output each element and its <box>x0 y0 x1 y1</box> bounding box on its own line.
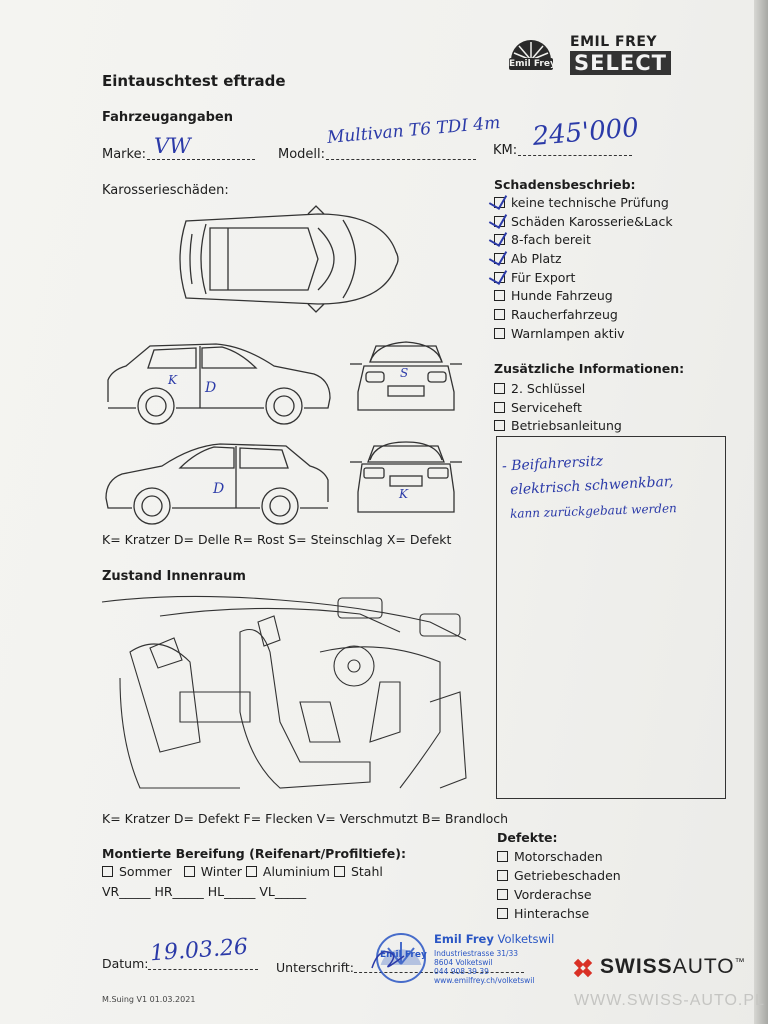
tire-option-stahl[interactable] <box>334 864 383 879</box>
stamp-web: www.emilfrey.ch/volketswil <box>434 976 535 985</box>
checkbox-icon[interactable] <box>494 309 505 320</box>
damage-item-label: Warnlampen aktiv <box>511 326 625 341</box>
tires-heading: Montierte Bereifung (Reifenart/Profiltiefe): <box>102 846 406 861</box>
paper-edge <box>754 0 768 1024</box>
car-left-side-diagram <box>104 340 334 424</box>
watermark-text: WWW.SWISS-AUTO.PL <box>574 992 765 1009</box>
rear-mark-k: K <box>399 487 408 501</box>
front-mark-s: S <box>400 366 409 380</box>
checkbox-icon[interactable] <box>494 383 505 394</box>
checkbox-checked-icon[interactable] <box>494 253 505 264</box>
tire-option-label: Sommer <box>119 864 172 879</box>
side1-mark-k: K <box>168 373 177 387</box>
km-line <box>518 155 632 156</box>
tire-option-label: Aluminium <box>262 864 330 879</box>
damage-item-label: Hunde Fahrzeug <box>511 288 613 303</box>
signature-scribble <box>368 946 408 972</box>
checkbox-checked-icon[interactable] <box>494 216 505 227</box>
vehicle-section-heading: Fahrzeugangaben <box>102 110 233 125</box>
damage-item-label: Schäden Karosserie&Lack <box>511 214 673 229</box>
info-item-schluessel[interactable] <box>494 381 585 396</box>
swissauto-swiss: SWISS <box>600 955 673 978</box>
info-item-label: 2. Schlüssel <box>511 381 586 396</box>
defect-item-motor[interactable] <box>497 849 603 864</box>
damage-item-label: Für Export <box>511 270 576 285</box>
unterschrift-label: Unterschrift: <box>276 960 355 975</box>
damage-item-label: keine technische Prüfung <box>511 195 669 210</box>
stamp-brand: Emil Frey <box>434 932 494 946</box>
checkbox-icon[interactable] <box>102 866 113 877</box>
defects-heading: Defekte: <box>497 830 558 845</box>
form-version: M.Suing V1 01.03.2021 <box>102 995 196 1004</box>
damage-description-heading: Schadensbeschrieb: <box>494 177 636 192</box>
damage-item-ab-platz[interactable] <box>494 251 562 266</box>
stamp-phone: 044 908 39 39 <box>434 967 489 976</box>
marke-line <box>147 159 255 160</box>
datum-line <box>148 969 258 970</box>
stamp-address: Industriestrasse 31/33 <box>434 949 519 958</box>
interior-heading: Zustand Innenraum <box>102 569 246 584</box>
tire-option-winter[interactable] <box>184 864 242 879</box>
emil-frey-emblem-icon <box>505 30 557 78</box>
note-line-3: kann zurückgebaut werden <box>509 501 678 521</box>
body-damage-legend: K= Kratzer D= Delle R= Rost S= Steinschlag X= Defekt <box>102 532 452 547</box>
modell-line <box>326 159 476 160</box>
tire-types-row <box>102 864 383 879</box>
swissauto-cross-icon <box>572 957 594 979</box>
damage-item-hunde[interactable] <box>494 288 613 303</box>
logo-brand-top: EMIL FREY <box>570 34 658 50</box>
car-rear-view-diagram <box>350 440 462 518</box>
checkbox-checked-icon[interactable] <box>494 197 505 208</box>
defect-item-label: Getriebeschaden <box>514 868 621 883</box>
car-top-view-diagram <box>168 206 400 312</box>
body-damage-heading: Karosserieschäden: <box>102 183 229 198</box>
defect-item-getriebe[interactable] <box>497 868 621 883</box>
tire-option-aluminium[interactable] <box>246 864 330 879</box>
swissauto-auto: AUTO <box>672 955 735 978</box>
modell-value: Multivan T6 TDI 4m <box>326 112 502 148</box>
info-item-label: Serviceheft <box>511 400 582 415</box>
tire-positions: VR_____ HR_____ HL_____ VL_____ <box>102 884 307 899</box>
info-item-label: Betriebsanleitung <box>511 418 622 433</box>
swissauto-wordmark <box>600 955 746 979</box>
defect-item-hinterachse[interactable] <box>497 906 589 921</box>
checkbox-icon[interactable] <box>334 866 345 877</box>
damage-item-8fach[interactable] <box>494 232 591 247</box>
logo-brand-bottom: SELECT <box>570 51 671 75</box>
info-item-serviceheft[interactable] <box>494 400 582 415</box>
stamp-city: 8604 Volketswil <box>434 958 493 967</box>
defect-item-label: Vorderachse <box>514 887 592 902</box>
checkbox-icon[interactable] <box>494 402 505 413</box>
damage-item-raucher[interactable] <box>494 307 618 322</box>
defect-item-label: Motorschaden <box>514 849 603 864</box>
defect-item-vorderachse[interactable] <box>497 887 592 902</box>
checkbox-checked-icon[interactable] <box>494 272 505 283</box>
checkbox-icon[interactable] <box>497 870 508 881</box>
tire-option-sommer[interactable] <box>102 864 172 879</box>
checkbox-icon[interactable] <box>497 851 508 862</box>
emblem-label: Emil Frey <box>509 59 556 69</box>
tire-option-label: Winter <box>200 864 242 879</box>
swissauto-tm: ™ <box>734 957 746 968</box>
stamp-title <box>434 932 554 946</box>
checkbox-icon[interactable] <box>184 866 195 877</box>
checkbox-icon[interactable] <box>494 290 505 301</box>
car-interior-diagram <box>100 592 468 800</box>
tire-option-label: Stahl <box>350 864 383 879</box>
datum-label: Datum: <box>102 956 149 971</box>
damage-item-warnlampen[interactable] <box>494 326 625 341</box>
marke-label: Marke: <box>102 147 146 162</box>
km-value: 245'000 <box>531 112 641 152</box>
km-label: KM: <box>493 143 518 158</box>
note-line-1: - Beifahrersitz <box>501 453 604 475</box>
modell-label: Modell: <box>278 147 326 162</box>
damage-item-label: 8-fach bereit <box>511 232 591 247</box>
damage-item-keine-pruefung[interactable] <box>494 195 669 210</box>
emil-frey-select-logo <box>570 34 671 75</box>
stamp-location: Volketswil <box>497 932 555 946</box>
checkbox-checked-icon[interactable] <box>494 234 505 245</box>
checkbox-icon[interactable] <box>494 328 505 339</box>
side1-mark-d: D <box>205 380 217 396</box>
checkbox-icon[interactable] <box>497 908 508 919</box>
damage-item-label: Raucherfahrzeug <box>511 307 618 322</box>
checkbox-icon[interactable] <box>494 420 505 431</box>
checkbox-icon[interactable] <box>497 889 508 900</box>
marke-value: VW <box>154 134 191 158</box>
info-item-betriebsanleitung[interactable] <box>494 418 622 433</box>
interior-legend: K= Kratzer D= Defekt F= Flecken V= Verschmutzt B= Brandloch <box>102 811 509 826</box>
additional-info-heading: Zusätzliche Informationen: <box>494 361 685 376</box>
defect-item-label: Hinterachse <box>514 906 590 921</box>
checkbox-icon[interactable] <box>246 866 257 877</box>
damage-item-label: Ab Platz <box>511 251 562 266</box>
stamp-emblem-label: Emil Frey <box>380 950 427 960</box>
note-line-2: elektrisch schwenkbar, <box>509 473 674 499</box>
damage-item-karosserie-lack[interactable] <box>494 214 673 229</box>
side2-mark-d: D <box>213 481 225 497</box>
damage-item-export[interactable] <box>494 270 575 285</box>
datum-value: 19.03.26 <box>149 934 249 967</box>
form-title: Eintauschtest eftrade <box>102 72 286 90</box>
